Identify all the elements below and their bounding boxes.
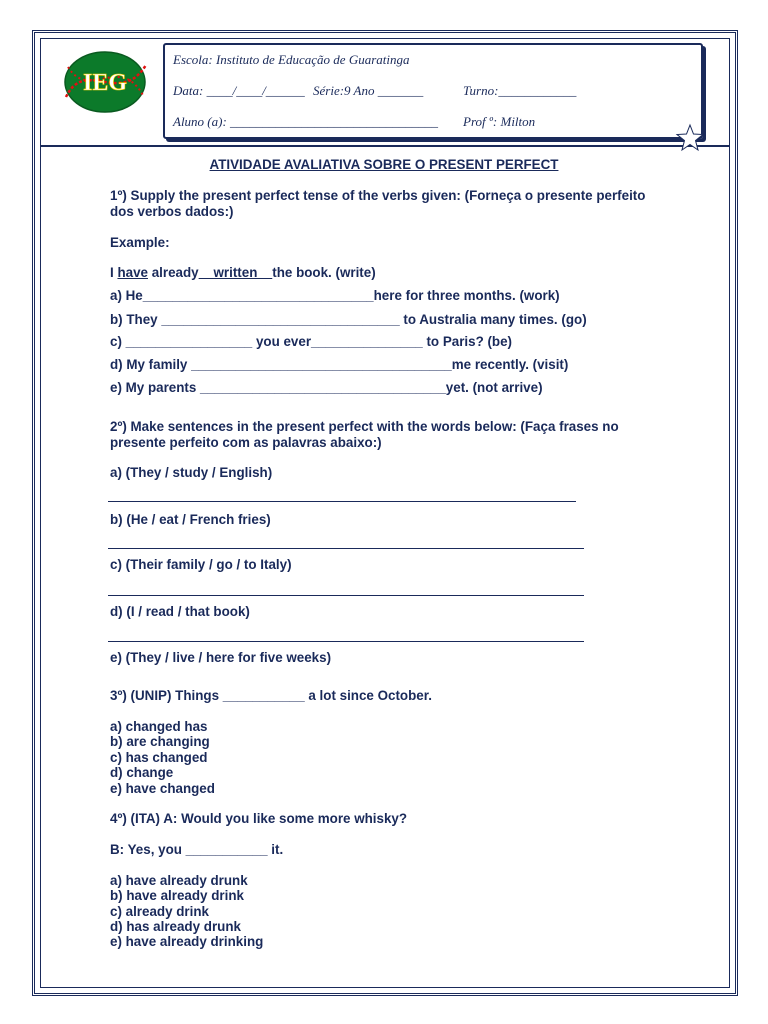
q1-item-e[interactable]: e) My parents _________________________________yet. (not arrive) <box>110 380 543 395</box>
answer-line[interactable] <box>108 548 584 549</box>
q1-prompt-line2: dos verbos dados:) <box>110 204 234 219</box>
grade-field[interactable]: Série:9 Ano _______ <box>313 83 424 98</box>
logo-text: IEG <box>82 70 128 96</box>
answer-line[interactable] <box>108 595 584 596</box>
q2-item-a: a) (They / study / English) <box>110 465 273 480</box>
q4-option-a[interactable]: a) have already drunk <box>110 873 248 888</box>
school-logo <box>60 47 150 117</box>
q1-item-a[interactable]: a) He_______________________________here for three months. (work) <box>110 288 560 303</box>
answer-line[interactable] <box>108 501 576 502</box>
q4-prompt: 4º) (ITA) A: Would you like some more whisky? <box>110 811 408 826</box>
q2-prompt-line1: 2º) Make sentences in the present perfect with the words below: (Faça frases no <box>110 419 619 434</box>
answer-line[interactable] <box>108 641 584 642</box>
q2-prompt-line2: presente perfeito com as palavras abaixo:) <box>110 435 382 450</box>
q1-item-c[interactable]: c) _________________ you ever_______________ to Paris? (be) <box>110 334 513 349</box>
q4-option-e[interactable]: e) have already drinking <box>110 934 264 949</box>
teacher-field: Prof º: Milton <box>463 114 536 129</box>
q1-prompt-line1: 1º) Supply the present perfect tense of the verbs given: (Forneça o presente perfeito <box>110 188 646 203</box>
student-field[interactable]: Aluno (a): ________________________________ <box>173 114 439 129</box>
q1-item-b[interactable]: b) They ________________________________ to Australia many times. (go) <box>110 312 587 327</box>
star-icon <box>675 123 705 153</box>
school-field: Escola: Instituto de Educação de Guaratinga <box>173 52 410 67</box>
q4-option-d[interactable]: d) has already drunk <box>110 919 241 934</box>
page-title: ATIVIDADE AVALIATIVA SOBRE O PRESENT PERFECT <box>209 157 559 172</box>
q1-item-d[interactable]: d) My family ___________________________________me recently. (visit) <box>110 357 569 372</box>
q3-option-d[interactable]: d) change <box>110 765 174 780</box>
q3-option-c[interactable]: c) has changed <box>110 750 208 765</box>
date-field[interactable]: Data: ____/____/______ <box>173 83 305 98</box>
q3-option-e[interactable]: e) have changed <box>110 781 215 796</box>
q3-option-a[interactable]: a) changed has <box>110 719 208 734</box>
shift-field[interactable]: Turno:____________ <box>463 83 577 98</box>
q4-answer-line: B: Yes, you ___________ it. <box>110 842 284 857</box>
q4-option-c[interactable]: c) already drink <box>110 904 209 919</box>
q4-option-b[interactable]: b) have already drink <box>110 888 244 903</box>
header-divider <box>40 145 730 147</box>
q2-item-b: b) (He / eat / French fries) <box>110 512 271 527</box>
q2-item-e: e) (They / live / here for five weeks) <box>110 650 332 665</box>
q1-example-sentence: I have already written the book. (write) <box>110 265 376 280</box>
q2-item-d: d) (I / read / that book) <box>110 604 250 619</box>
q3-prompt: 3º) (UNIP) Things ___________ a lot since October. <box>110 688 432 703</box>
q2-item-c: c) (Their family / go / to Italy) <box>110 557 292 572</box>
q3-option-b[interactable]: b) are changing <box>110 734 210 749</box>
q1-example-label: Example: <box>110 235 170 250</box>
